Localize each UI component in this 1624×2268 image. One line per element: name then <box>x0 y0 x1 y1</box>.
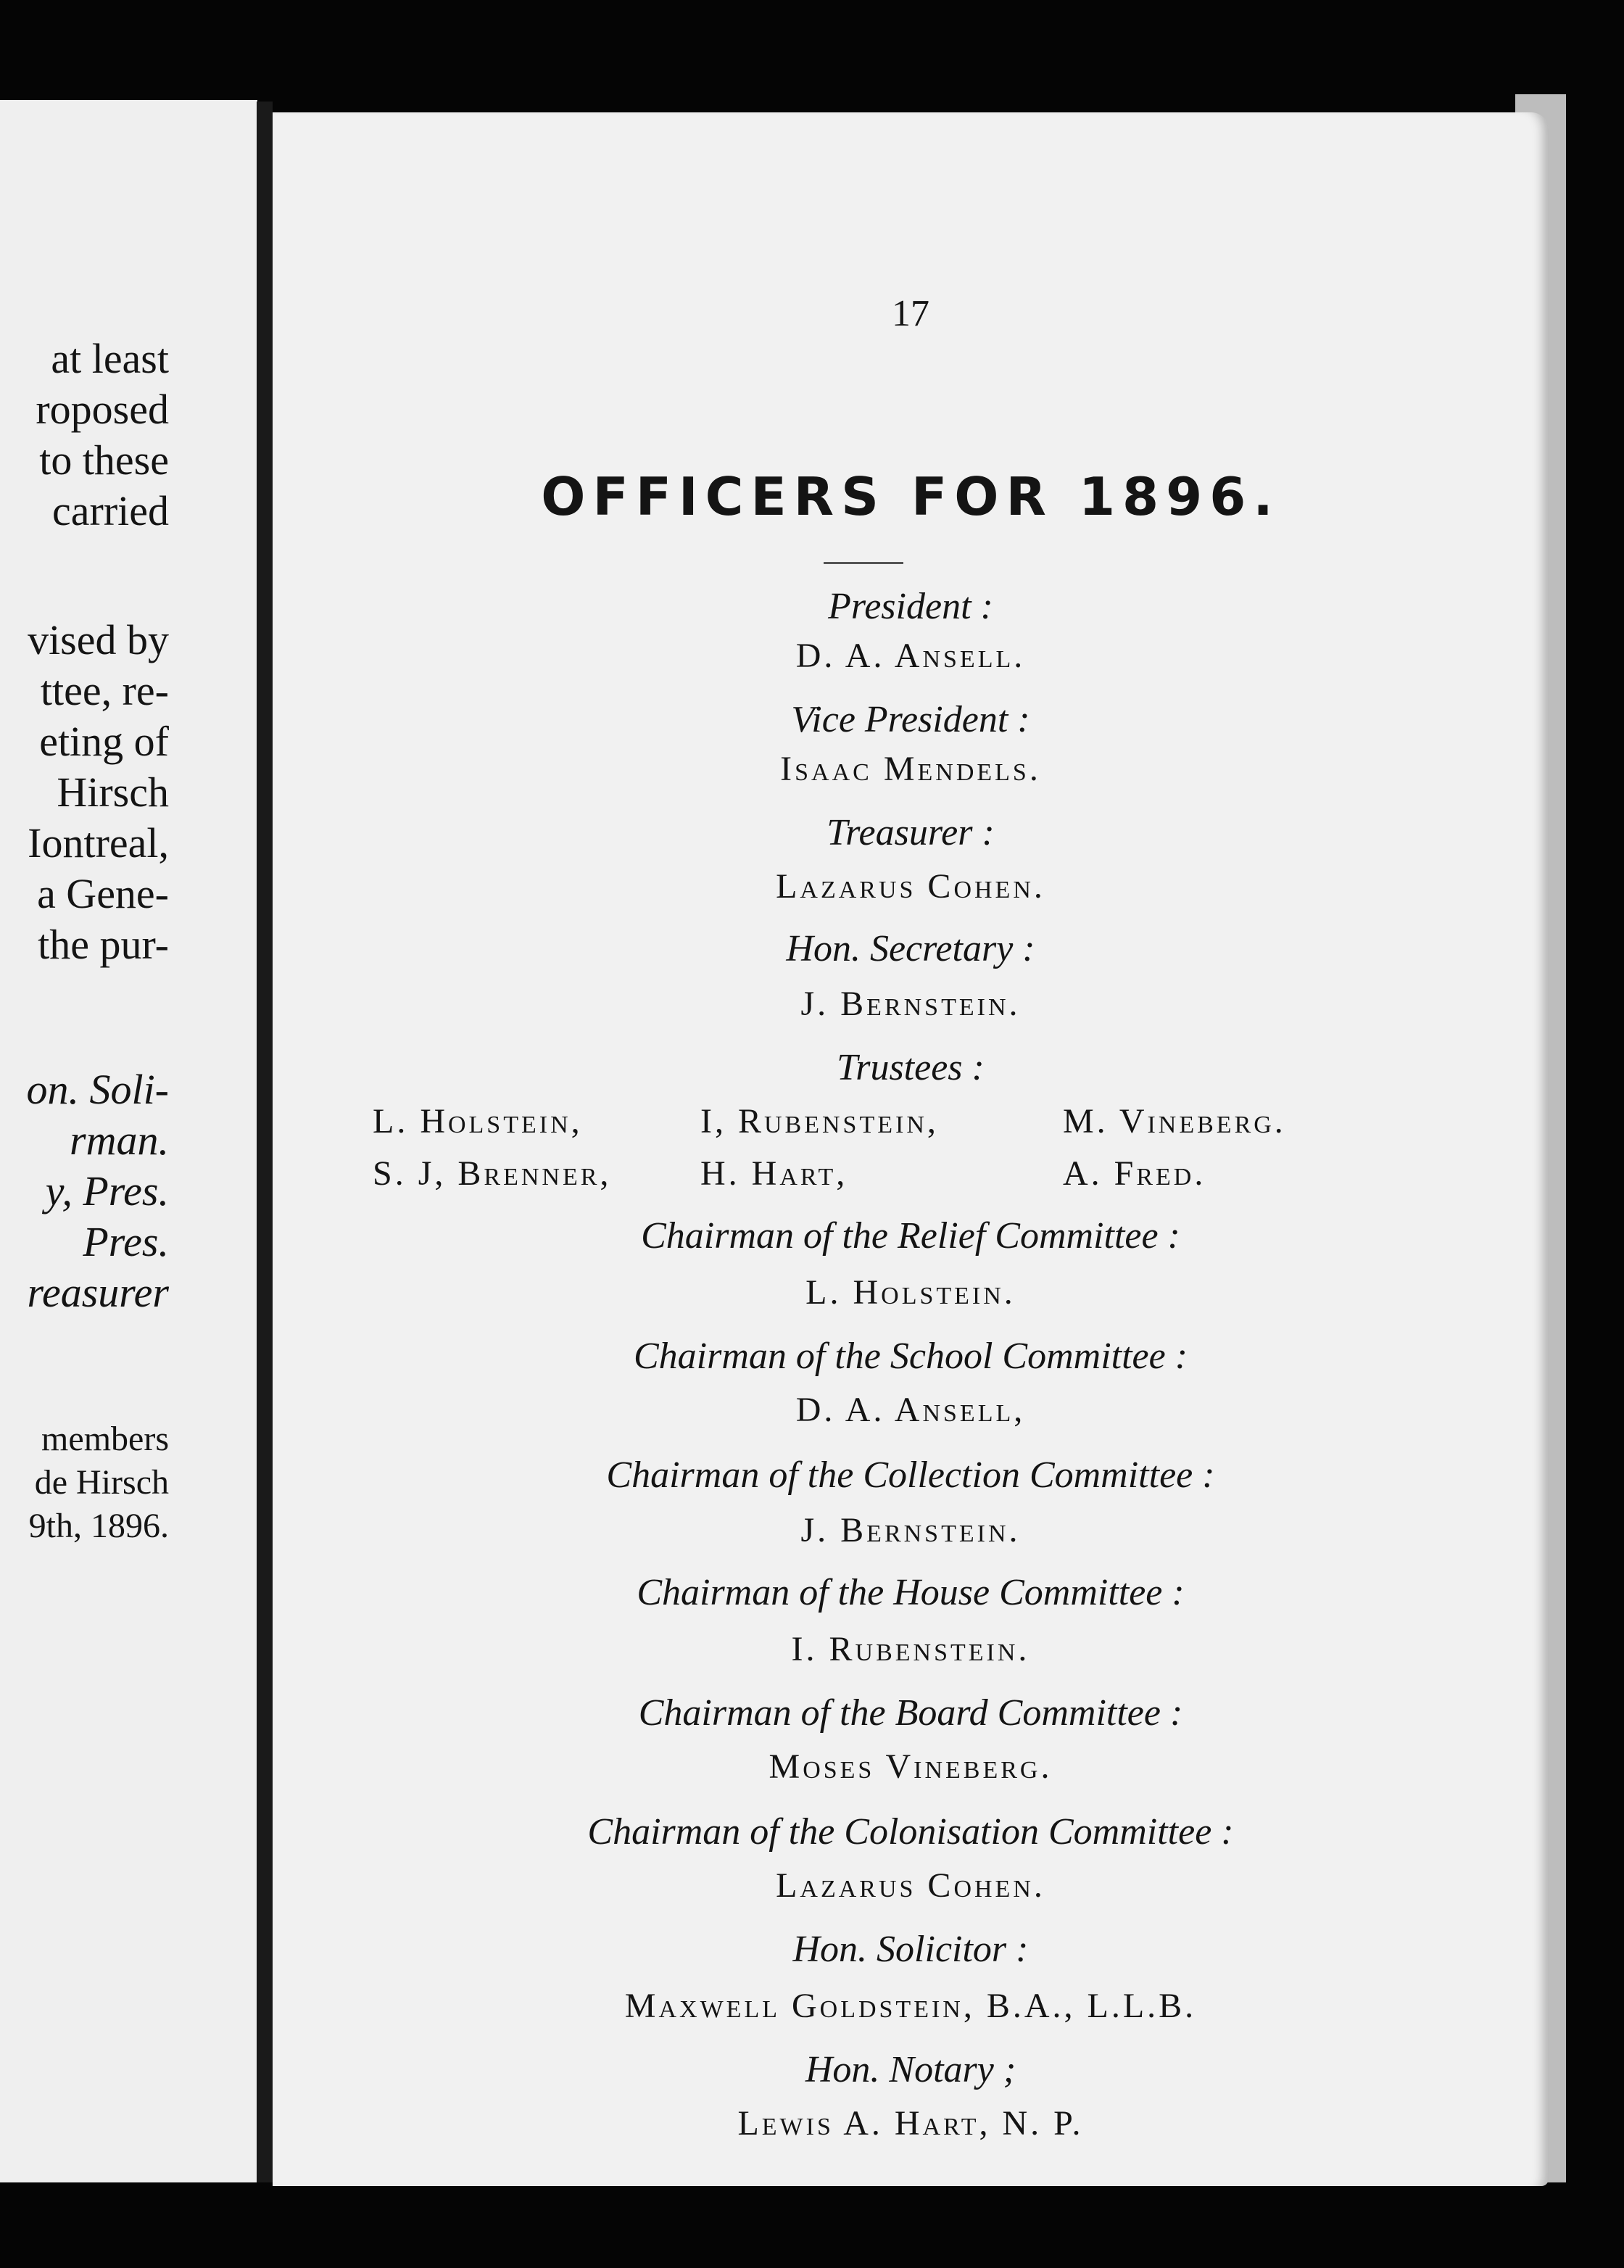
left-line: reasurer <box>27 1269 169 1316</box>
committee-role: Chairman of the School Committee : <box>633 1336 1188 1377</box>
left-line: roposed <box>36 386 169 433</box>
officer-role: Treasurer : <box>826 812 995 853</box>
committee-chair: Lazarus Cohen. <box>776 1866 1045 1905</box>
committee-chair: Lewis A. Hart, N. P. <box>737 2104 1084 2143</box>
left-line: carried <box>52 487 169 534</box>
officer-name: Lazarus Cohen. <box>776 867 1045 906</box>
trustee-name: I, Rubenstein, <box>700 1102 939 1141</box>
trustee-name: S. J, Brenner, <box>373 1154 612 1193</box>
trustee-name: H. Hart, <box>700 1154 848 1193</box>
committee-chair: Maxwell Goldstein, B.A., L.L.B. <box>624 1987 1197 2025</box>
left-line: on. Soli- <box>26 1066 169 1113</box>
left-line: at least <box>51 335 169 382</box>
left-line: a Gene- <box>37 870 169 917</box>
committee-role: Chairman of the Collection Committee : <box>606 1454 1215 1496</box>
committee-role: Chairman of the Colonisation Committee : <box>587 1811 1234 1853</box>
left-line: Iontreal, <box>28 819 169 866</box>
left-line: members <box>41 1420 169 1458</box>
officer-name: Isaac Mendels. <box>780 750 1041 788</box>
book-gutter <box>257 102 273 2182</box>
committee-role: Hon. Solicitor : <box>792 1929 1029 1970</box>
trustee-name: A. Fred. <box>1063 1154 1206 1193</box>
trustee-name: L. Holstein, <box>373 1102 583 1141</box>
committee-chair: J. Bernstein. <box>800 1511 1021 1549</box>
left-line: the pur- <box>38 921 169 968</box>
committee-role: Chairman of the House Committee : <box>637 1572 1185 1613</box>
page-number: 17 <box>892 293 929 334</box>
committee-chair: I. Rubenstein. <box>791 1630 1030 1668</box>
page-title: OFFICERS FOR 1896. <box>541 466 1280 527</box>
left-facing-page <box>0 100 257 2182</box>
left-line: eting of <box>39 718 169 765</box>
left-line: to these <box>39 436 169 484</box>
officer-role: President : <box>828 586 993 627</box>
left-line: rman. <box>70 1117 169 1164</box>
left-line: Pres. <box>83 1218 169 1265</box>
officer-role: Hon. Secretary : <box>786 928 1035 969</box>
trustee-name: M. Vineberg. <box>1063 1102 1286 1141</box>
officer-name: J. Bernstein. <box>800 985 1021 1023</box>
committee-chair: Moses Vineberg. <box>768 1747 1053 1786</box>
right-page <box>273 112 1549 2186</box>
left-line: de Hirsch <box>34 1463 169 1502</box>
committee-role: Chairman of the Relief Committee : <box>641 1215 1180 1257</box>
officer-role: Vice President : <box>791 699 1030 740</box>
committee-chair: L. Holstein. <box>805 1273 1016 1312</box>
left-line: Hirsch <box>57 769 169 816</box>
left-line: ttee, re- <box>40 667 169 714</box>
committee-role: Hon. Notary ; <box>805 2049 1016 2090</box>
committee-role: Chairman of the Board Committee : <box>638 1692 1183 1734</box>
title-rule <box>824 562 903 564</box>
left-line: y, Pres. <box>45 1167 169 1214</box>
left-line: vised by <box>28 616 169 663</box>
officer-role: Trustees : <box>837 1047 985 1088</box>
officer-name: D. A. Ansell. <box>795 637 1026 675</box>
left-line: 9th, 1896. <box>28 1507 169 1545</box>
committee-chair: D. A. Ansell, <box>795 1391 1026 1429</box>
